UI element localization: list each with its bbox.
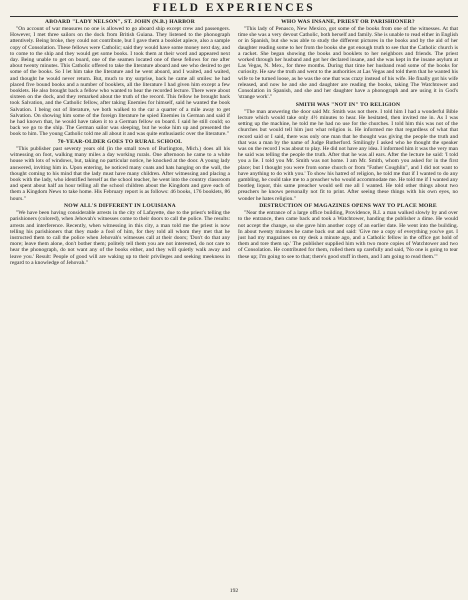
left-column <box>10 19 230 584</box>
page-title: FIELD EXPERIENCES <box>152 2 316 14</box>
section-body: "On account of war measures no one is allowed to go aboard ship except crew and passengers. However, I met three sailors on the dock from British Guiana. They listened to the phonograph attentively. Being broke, they could not contribute, but I gave them a booklet apiece, also a sample copy of Consolation. These fellows were Catholic; said they would have some money next day, and to come to the ship and they would get some books. I took them at their word and appeared next day. Being unable to get on board, one of the seamen located one of these fellows for me after about twenty minutes. This Catholic offered to take the literature aboard and see who desired to get some of the books. So I let him take the literature and he went aboard, and I waited, and waited, and thought he would never return. But, much to my surprise, back he came all smiles: he had placed five bound books and a number of booklets, all the literature I had given him except a few booklets. He also brought back a fellow who wanted to hear the recorded lecture. There were about sixteen on the dock, and they remarked about the truth of the record. This fellow he brought back took Salvation, and the Catholic fellow, after taking Enemies for himself, said he wanted the book Salvation. I being out of literature, we both walked to the car a quarter of a mile away to get Salvation. On showing him some of the foreign literature he spied Enemies in German and said if he had known that, he would have taken it to a German fellow on board. I said he still could; so back we go to the ship. The German sailor was sleeping, but he woke him up and presented the book to him. The young Catholic told me all about it and was quite enthusiastic over the literature." <box>10 25 230 138</box>
header-rule <box>10 16 458 17</box>
right-column <box>238 19 458 584</box>
section-body: "Near the entrance of a large office building, Providence, R.I. a man walked slowly by and over to the entrance, then came back and took a Watchtower, handing the publisher a dime. He would not accept the change, so she gave him another copy of an earlier date. He went into the building. In about twenty minutes he came back out and said: 'Give me a copy of everything you've got. I just had my magazines on my desk a minute ago, and a Catholic fellow in the office got hold of them and tore them up.' The publisher supplied him with two more copies of Watchtower and two of Consolation. He contributed for them, rolled them up carefully and said, 'No one is going to tear these up; I'm going to see to that; there's good stuff in them, and I am going to read them.'" <box>238 210 458 260</box>
section-heading: DESTRUCTION OF MAGAZINES OPENS WAY TO PLACE MORE <box>259 203 437 210</box>
section-heading: NOW ALL'S DIFFERENT IN LOUISIANA <box>64 203 176 210</box>
page-number: 192 <box>229 588 239 594</box>
section-heading: SMITH WAS "NOT IN" TO RELIGION <box>295 101 401 108</box>
section-body: "We have been having considerable arrests in the city of Lafayette, due to the priest's telling the parishioners (colored), when Jehovah's witnesses come to their doors to call the police. The results: arrests and interference. Recently, when witnessing in this city, a man told me the priest is now telling his parishioners that they made a fool of him, for they told all whom they met that he instructed them to call the police when Jehovah's witnesses call at their doors; 'Don't do that any more; leave them alone, don't bother them; politely tell them you are not interested, do not care to hear the phonograph, do not want any of the books either, and they will quietly walk away and leave you.' Result: People of good will are waking up to their privileges and seeking meekness in regard to a knowledge of Jehovah." <box>10 210 230 266</box>
section-heading: 70-YEAR-OLDER GOES TO RURAL SCHOOL <box>57 139 183 146</box>
section-body: "This publisher past seventy years old (in the small town of Burlington, Mich.) does all his witnessing on foot, walking many miles a day working rurals. One afternoon he came to a white house with lots of windows, but, taking no particular notice, he knocked at the door. A young lady answered, inviting him in. Upon entering, he noticed many coats and hats hanging on the wall, the thought coming to his mind that the lady must have many children. After witnessing and placing a book with the lady, who identified herself as the school teacher, he went into the country classroom and spent about half an hour telling all the school children about the Kingdom and gave each of them a Kingdom News to take home. His February report is as follows: 46 books, 176 booklets, 86 hours." <box>10 145 230 202</box>
section-heading: WHO WAS INSANE, PRIEST OR PARISHIONER? <box>281 19 415 25</box>
section-heading: ABOARD "LADY NELSON", ST. JOHN (N.B.) HARBOR <box>45 19 195 25</box>
section-body: "The man answering the door said Mr. Smith was not there. I told him I had a wonderful Bible lecture which would take only 4½ minutes to hear. He hesitated, then invited me in. As I was setting up the machine, he told me he had no use for the churches. I told him this was not of the churches but would tell him just what religion is. He informed me that regardless of what that record said or I said, there was only one man that he thought was giving the people the truth and that was a man by the name of Judge Rutherford. Smilingly I asked who he thought the speaker was on the record I was about to play. He did not have any idea. I informed him it was the very man he said was telling the people the truth. After that he was all ears. After the lecture he said: 'I told you a lie. I told you Mr. Smith was not home. I am Mr. Smith, whom you asked for in the first place; but I thought you were from some church or from "Father Coughlin", and I did not want to have anything to do with you.' To show his hatred of religion, he told me that if I wanted to do any gambling, he could take me to a preacher who would accommodate me. He told me if I wanted any bootleg liquor, this same preacher would sell me all I wanted. He told other things about two preachers he knows personally not fit to print. After seeing these things with his own eyes, no wonder he hates religion." <box>238 108 458 202</box>
section-body: "This lady of Penasco, New Mexico, got some of the books from one of the witnesses. At that time she was a very devout Catholic, both herself and family. She is unable to read either in English or in Spanish, but she was able to study the different pictures in the books and by the aid of her daughter reading some to her from the books she got enough truth to see that the Catholic church is a racket. She began showing the books and booklets to her neighbors and friends. The priest worked through her husband and got her declared insane, and she was kept in the insane asylum at Las Vegas, N. Mex., for three months. During that time her husband read some of the books for curiosity. He saw the truth and went to the authorities at Las Vegas and told them that he wanted his wife to be turned loose, as he was the one that was crazy instead of his wife. He finally got his wife released, and now he and she and daughter are reading the books, taking The Watchtower and Consolation in Spanish, and she and her daughter have a phonograph and are using it in God's 'strange work'." <box>238 25 458 101</box>
